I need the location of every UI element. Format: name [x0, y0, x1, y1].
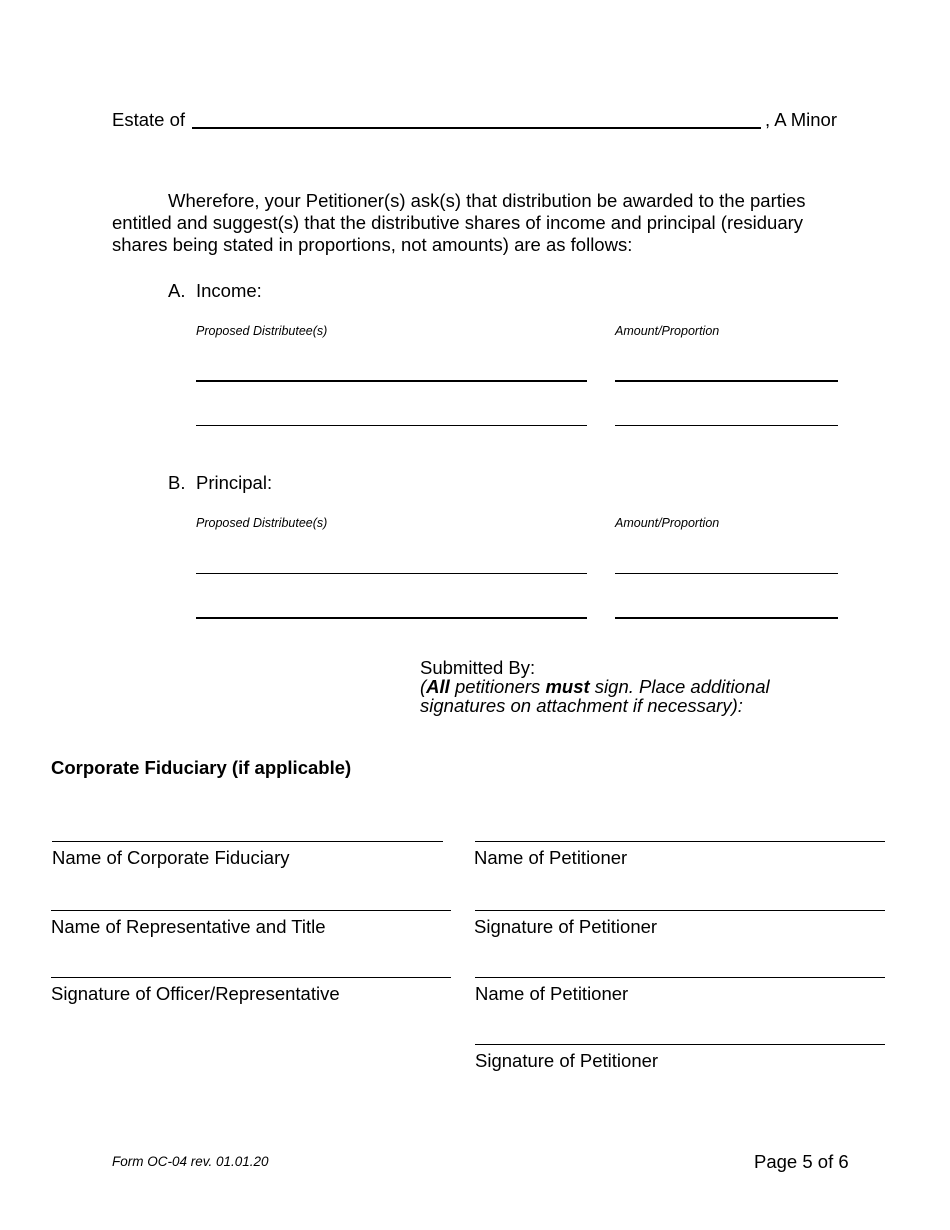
income-distributee-field-2[interactable] [196, 425, 587, 426]
name-representative-title-label: Name of Representative and Title [51, 916, 326, 937]
petitioner-1-signature-field[interactable] [475, 910, 885, 911]
signing-instructions [420, 677, 770, 696]
estate-name-field[interactable] [192, 127, 761, 129]
name-corporate-fiduciary-label: Name of Corporate Fiduciary [52, 847, 290, 868]
wherefore-paragraph: Wherefore, your Petitioner(s) ask(s) that distribution be awarded to the parties entitled and suggest(s) that the distributive shares of income and principal (residuary shares being stated in proportions, not amounts) are as follows: [112, 190, 806, 255]
signature-officer-label: Signature of Officer/Representative [51, 983, 340, 1004]
officer-signature-field[interactable] [51, 977, 451, 978]
principal-distributee-header: Proposed Distributee(s) [196, 516, 328, 530]
income-section-title: Income: [196, 280, 262, 301]
principal-distributee-field-1[interactable] [196, 573, 587, 574]
form-id: Form OC-04 rev. 01.01.20 [112, 1154, 269, 1169]
income-amount-header: Amount/Proportion [615, 324, 720, 338]
principal-section-letter: B. [168, 472, 186, 493]
income-amount-field-1[interactable] [615, 380, 838, 382]
petitioners-text: petitioners [449, 676, 546, 697]
signing-instructions-line-2: signatures on attachment if necessary): [420, 695, 743, 716]
submitted-by-block [420, 658, 770, 715]
corporate-fiduciary-heading: Corporate Fiduciary (if applicable) [51, 757, 352, 778]
principal-section-title: Principal: [196, 472, 273, 493]
name-petitioner-2-label: Name of Petitioner [475, 983, 629, 1004]
all-emphasis: All [426, 676, 450, 697]
representative-name-title-field[interactable] [51, 910, 451, 911]
principal-amount-field-1[interactable] [615, 573, 838, 574]
must-emphasis: must [545, 676, 590, 697]
corporate-fiduciary-name-field[interactable] [52, 841, 443, 842]
signature-petitioner-1-label: Signature of Petitioner [474, 916, 658, 937]
income-distributee-header: Proposed Distributee(s) [196, 324, 328, 338]
income-section-letter: A. [168, 280, 186, 301]
paren-open: ( [420, 676, 427, 697]
estate-of-label: Estate of [112, 109, 186, 130]
signature-petitioner-2-label: Signature of Petitioner [475, 1050, 659, 1071]
instructions-rest: sign. Place additional [589, 676, 770, 697]
page-number: Page 5 of 6 [754, 1151, 849, 1172]
income-amount-field-2[interactable] [615, 425, 838, 426]
petitioner-1-name-field[interactable] [475, 841, 885, 842]
petitioner-2-name-field[interactable] [475, 977, 885, 978]
principal-amount-field-2[interactable] [615, 617, 838, 619]
income-distributee-field-1[interactable] [196, 380, 587, 382]
principal-distributee-field-2[interactable] [196, 617, 587, 619]
principal-amount-header: Amount/Proportion [615, 516, 720, 530]
name-petitioner-1-label: Name of Petitioner [474, 847, 628, 868]
minor-suffix: , A Minor [765, 109, 837, 130]
submitted-by-label: Submitted By: [420, 657, 536, 678]
petitioner-2-signature-field[interactable] [475, 1044, 885, 1045]
